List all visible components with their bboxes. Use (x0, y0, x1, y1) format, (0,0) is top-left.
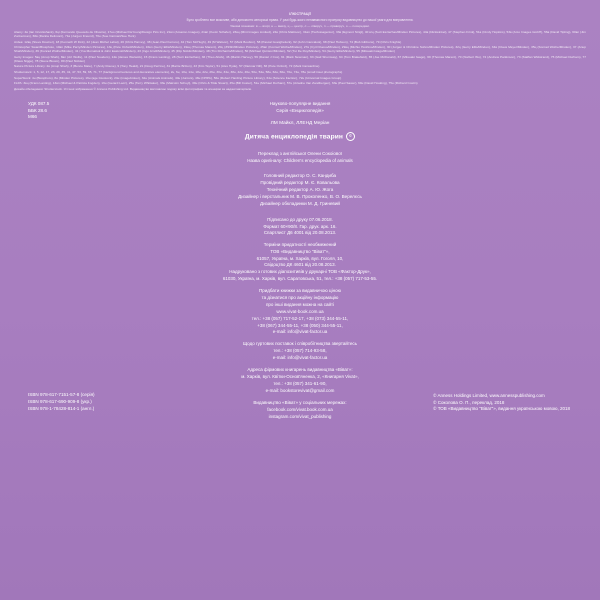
isbn-line: ISBN 978-1-78428-814-1 (англ.) (28, 406, 95, 412)
staff-item: Технічний редактор А. Ю. Жога (266, 187, 334, 193)
wholesale-line: про інші видання можна на сайті (265, 301, 335, 307)
wholesale-line: Придбати книжки за видавничою ціною (259, 287, 341, 293)
instagram-link[interactable]: instagram.com/vivat_publishing (268, 414, 332, 420)
copyright-line: © Anness Holdings Limited, www.annesspublishing.com (433, 392, 545, 398)
credits-paragraph: Christopher Swan/Biosphoto, 10вп (Mike Parry/Minden Pictures), 13ц (Pete Oxford/Minden), 16вп (Gerry Ellis/Minden), 19вц (Thomas Marent), 20ц (ZSSD/Minden Pictures), 25вп (Konrad Wothe/Minden), 27в (Cyril Ruoso/Minden), 29вц (Michio Hoshino/Minden), 30 (Jurgen & Christine Sohns/Minden Pictures), 32ц (Gerry Ellis/Minden), 34в (Claus Meyer/Minden), 35ц (Konrad Wothe/Minden), 37 (Anup Shah/Minden), 39 (Konrad Wothe/Minden), 41 (Yva Momatiuk & John Eastcott/Minden), 43 (Ingo Arndt/Minden), 45 (Flip Nicklin/Minden), 48 (Tim Fitzharris/Minden), 50 (Michael Quinton/Minden), 52 (Tui De Roy/Minden), 54 (Gerry Ellis/Minden), 55 (Mitsuaki Iwago/Minden) (14, 45, 586, 54)
publisher-website-link[interactable]: www.vivat-book.com.ua (276, 308, 324, 314)
bookstore-line: Адреса фірмових книгарень видавництва «Віват»: (247, 367, 353, 373)
original-title-line: Назва оригіналу: Children's encyclopedia of animals (247, 157, 353, 163)
credits-paragraph: Shutterstock: 1, 5, 12, 17, 23, 29, 35, 41, 47, 53, 59, 65, 71, 77 (background textures and decorative elements), 2н, 6н, 10н, 14н, 18н, 22н, 26н, 30н, 34н, 38н, 42н, 46н, 50н, 54н, 58н, 62н, 66н, 70н, 74н, 78н (small inset photographs) (14, 70, 343, 75)
credits-paragraph: SuperStock: 4н (Biosphoto), 8н (Minden Pictures), 16н (age fotostock), 24н (imagebroker), 32н (Animals Animals), 40н (Juniors), 48н (NHPA), 56н (Robert Harding Picture Library), 64н (Science Faction), 72н (Universal Images Group) (14, 75, 342, 80)
authors-line: ЛМ Майкл, ЛЛЕНД Меріан (270, 120, 330, 126)
social-heading: Видавництво «Віват» у соціальних мережах: (253, 400, 347, 406)
credits-paragraph: Alamy: 4в (Ian Cruickshank), 6ці (Fernando Quevedo de Oliveira), 17но (Michael DeYoung/Design Pics Inc), 21вл (Amazon-Images), 21вп (Kevin Schafer), 23вц (Mint Images Limited), 24в (Chris Mattison), 31вп (Tierfotoagentur), 33в (Egmont Strigl), 40 в/ц (Suzi Eszterhas/Minden Pictures), 44в (blickwinkel), 47 (Stephen Frink), 51в (Cindy Hopkins), 53в (Arco Images GmbH), 56в (David Tipling), 60вл (Jim Zuckerman), 66в (Danita Delimont), 71в (Jurgen Freund), 76н (Sue Carman/Sue Hunt) (14, 29, 586, 38)
copyright-block (433, 393, 570, 413)
series-kind: Науково-популярне видання (269, 100, 331, 106)
publisher-line: 61030, Україна, м. Харків, вул. Саратовська, 51, тел.: +38 (057) 717-53-55. (222, 275, 378, 281)
print-info-line: Формат 60×90/8. Гар. друк. арк. 16. (263, 223, 337, 229)
credits-paragraph: Дизайн обкладинки: Shutterstock. Усі інші зображення © Anness Publishing Ltd. Видавництво висловлює подяку всім фотографам та агенціям за надані матеріали. (14, 86, 253, 91)
picture-credits-block (14, 12, 586, 91)
bookstore-email[interactable]: e-mail: bookstorevivat@gmail.com (265, 388, 335, 394)
credits-subheading: Було зроблено все можливе, аби допомогти авторські права. У разі будь-якого ненавмисного пропуску видавництво до нашої уваги для виправлення. (186, 17, 414, 22)
wholesale-line: та дізнатися про акційну інформацію (261, 294, 339, 300)
facebook-link[interactable]: facebook.com/vivat.book.com.ua (267, 407, 333, 413)
translator-line: Переклад з англійської Олени Сокоіової (257, 150, 343, 156)
credits-paragraph: FLPA: 3вц (Frans Lanting), 13вп (Michael & Patricia Fogden), 19н (Gerard Lacz), 25н (Terry Whittaker), 33н (Malcolm Schuyl), 39н (Chris & Tilde Stuart), 45н (Bill Coster), 51н (Michael Durham), 57н (Ariadne Van Zandbergen), 63н (Paul Sawer), 69н (David Hosking), 75н (Richard Costin) (14, 81, 418, 86)
publisher-line: 61057, Україна, м. Харків, вул. Гоголя, 10, (256, 255, 344, 261)
publisher-line: ТОВ «Видавництво "Віват"», (270, 248, 330, 254)
bulk-supply-email[interactable]: e-mail: info@vivat-factor.ua (272, 355, 328, 361)
udk-line: УДК 087.5 (28, 100, 50, 106)
udk-bbk-codes (28, 101, 49, 121)
credits-paragraph: Ardea: 12вц (Steve Downer), 18 (Kenneth W Fink), 22 (Jean Michel Labat), 26 (Chris Harvey), 38 (Jean-Paul Ferrero), 42 (Tom McHugh), 49 (M Watson), 57 (Mark Boulton), 58 (Pascal Goetgheluck), 62 (John Cancalosi), 68 (Paul Hobson), 74 (Bob Gibbons), 79 (Chris Knights) (14, 39, 402, 44)
staff-list (135, 173, 465, 207)
isbn-line: ISBN 978-617-690-909-8 (укр.) (28, 399, 92, 405)
imprint-block (14, 101, 586, 421)
bookstores-info (135, 367, 465, 395)
book-title-text: Дитяча енциклопедія тварин (244, 133, 344, 141)
copyright-line: © Соколова О. П., переклад, 2018 (433, 399, 505, 405)
credits-key-line: Умовні позначки: в — вгорі, н — внизу, ц — центр, л — ліворуч, п — праворуч, о — посередині. (230, 23, 370, 28)
imprint-center-column (135, 101, 465, 421)
staff-item: Провідний редактор М. Є. Ковальова (260, 180, 340, 186)
series-name: Серія «Енциклопедія» (276, 107, 324, 113)
publisher-line: Свідоцтво ДК 4601 від 20.08.2013. (264, 262, 336, 268)
credits-paragraph: Getty Images: 5вц (Anup Shah), 8вл (Art Wolfe), 11 (Paul Souders), 14в (James Warwick), 15 (Frans Lanting), 28 (Suzi Eszterhas), 36 (Theo Allofs), 46 (Martin Harvey), 59 (Daniel J Cox), 61 (Mark Newman), 63 (Gail Shumway), 64 (Tom Brakefield), 65 (Joe McDonald), 67 (Mitsuaki Iwago), 69 (Thomas Marent), 70 (Norbert Wu), 72 (Andrew Parkinson), 73 (Staffan Widstrand), 75 (Michael Durham), 77 (Klaus Nigge), 78 (Steve Bloom), 80 (Paul Nicklen) (14, 54, 586, 63)
staff-item: Дизайнер і верстальник М. В. Прокопенко, В. О. Верелєсь (238, 194, 362, 200)
print-run-info (135, 217, 465, 237)
wholesale-email-line[interactable]: e-mail: info@vivat-factor.ua (272, 329, 328, 335)
bookstore-phone: тел.: +38 (057) 341-61-90, (273, 381, 327, 387)
copyright-mark-icon: © (346, 132, 355, 141)
bookstore-line: м. Харків, вул. Квітки-Основ'яненка, 2, «Книгарня Vivat», (241, 374, 359, 380)
social-media-info (135, 400, 465, 421)
catalog-line: М66 (28, 114, 37, 120)
publisher-info (135, 242, 465, 283)
staff-item: Головний редактор О. С. Кандиба (263, 173, 337, 179)
bbk-line: ББК 28.6 (28, 107, 47, 113)
credits-paragraph: Nature Picture Library: 2в (Anup Shah), 3 (Bence Mate), 7 (Andy Rouse), 9 (Tony Heald), 21 (Doug Perrine), 31 (Barrie Britton), 43 (Kim Taylor), 51 (Alex Hyde), 57 (Dietmar Nill), 66 (Pete Oxford), 72 (Mark Carwardine) (14, 64, 320, 69)
bulk-supply-info (135, 341, 465, 362)
bulk-supply-line: Щодо гуртових поставок і співробітництва звертайтесь (242, 341, 358, 347)
wholesale-info (135, 288, 465, 337)
page-title (135, 132, 465, 142)
wholesale-phone-line: тел.: +38 (057) 717-52-17, +38 (073) 344-55-11, (251, 315, 349, 321)
staff-item: Дизайнер обкладинки М. Д. Гриневий (259, 201, 340, 207)
print-info-line: Підписано до друку 07.06.2018. (267, 216, 333, 222)
bulk-supply-phone: тел.: +38 (057) 714-93-58, (273, 348, 327, 354)
isbn-line: ISBN 978-617-7151-57-8 (серія) (28, 392, 95, 398)
wholesale-phone-line: +38 (067) 344-55-11, +38 (050) 344-55-11, (257, 322, 343, 328)
isbn-block (28, 392, 95, 413)
publisher-line: Надруковано з готових діапозитивів у друкарні ТОВ «Фактор-Друк», (229, 269, 371, 275)
print-info-line: Спартлист Д6 4001 від 20.08.2013. (263, 230, 337, 236)
credits-heading: ІЛЮСТРАЦІЇ (289, 12, 311, 16)
publisher-line: Терміни придатності необмежений (263, 242, 337, 248)
copyright-line: © ТОВ «Видавництво "Віват"», видання українською мовою, 2018 (433, 406, 570, 412)
